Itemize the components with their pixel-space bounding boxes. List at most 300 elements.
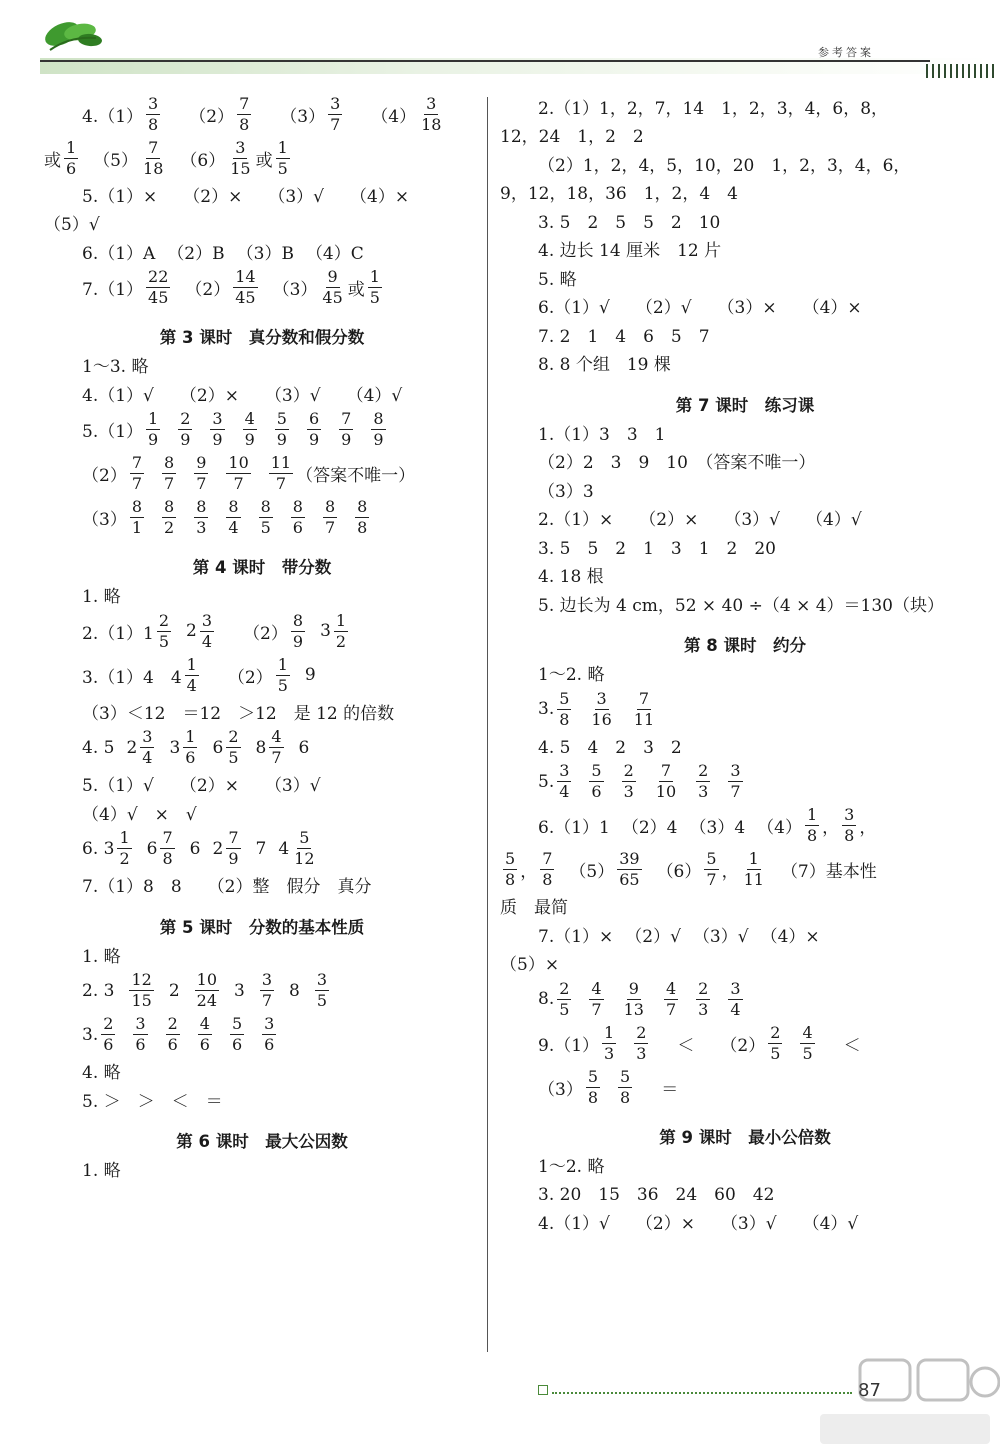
fraction-denominator: 5 [277,158,288,178]
answer-line [44,726,480,770]
fraction-numerator: 2 [698,761,709,780]
fraction-numerator: 3 [135,1014,146,1033]
fraction [200,610,214,651]
fraction [622,978,646,1019]
answer-text: （3）√ [268,186,324,207]
fraction-denominator: 6 [185,748,196,767]
fraction [198,1016,212,1053]
fraction [178,411,192,448]
answer-text: 1～2. 略 [538,1156,605,1177]
answer-text: ， [520,862,538,882]
answer-line [500,121,990,150]
fraction [800,1022,814,1063]
fraction-numerator: 7 [638,688,650,708]
fraction-numerator: 1 [185,727,196,746]
fraction-denominator: 13 [623,999,644,1019]
fraction-denominator: 7 [730,782,741,801]
fraction-numerator: 5 [276,409,287,428]
answer-text: （7）基本性 [780,862,877,882]
header-ticks [926,64,996,78]
answer-line [500,687,990,731]
fraction-numerator: 8 [260,497,271,516]
answer-text: 9，12，18，36 1，2，4 4 [500,184,738,205]
fraction-denominator: 4 [228,518,239,537]
answer-line [500,561,990,590]
fraction-numerator: 1 [604,1022,615,1042]
fraction [130,499,144,536]
answer-text: 1. 略 [82,1161,121,1182]
answer-text: （2）× [639,510,699,531]
fraction-denominator: 8 [542,870,553,889]
answer-text: 2.（1）1，2，7，14 1，2，3，4，6，8， [538,98,889,119]
fraction-denominator: 9 [292,631,304,651]
answer-text: 6 [298,737,310,758]
answer-text: （5） [93,150,139,171]
fraction [728,978,742,1019]
fraction-numerator: 1 [277,654,288,674]
fraction [146,93,160,134]
fraction-numerator: 11 [270,453,292,472]
fraction-denominator: 11 [633,709,655,729]
fraction-numerator: 7 [239,93,250,113]
fraction-numerator: 4 [802,1022,813,1042]
fraction-denominator: 2 [119,849,130,868]
answer-text: （4）√ [806,510,862,531]
answer-text: 4. 边长 14 厘米 12 片 [538,241,722,262]
fraction [194,499,208,536]
answer-line [44,1057,480,1086]
fraction-denominator: 8 [620,1087,631,1107]
fraction [589,763,603,800]
fraction-numerator: 1 [335,610,347,630]
fraction-numerator: 4 [199,1014,210,1033]
answer-text: 2.（1）× [538,510,614,531]
answer-text: 1～3. 略 [82,357,149,378]
section-heading: 第 8 课时 约分 [684,636,806,655]
fraction-denominator: 4 [186,675,197,695]
answer-text: （2）√ [625,926,681,947]
fraction-denominator: 7 [196,474,207,493]
answer-text: 2 [126,737,138,758]
answer-line [500,235,990,264]
right-column [500,92,990,1236]
fraction [166,1016,180,1053]
fraction [503,851,517,888]
answer-line [500,504,990,533]
fraction-numerator: 7 [131,453,143,472]
fraction [339,411,353,448]
fraction-numerator: 5 [559,688,570,708]
fraction-denominator: 6 [66,158,77,178]
answer-text: 5. 边长为 4 cm，52 × 40 ÷（4 × 4）＝130（块） [538,595,944,616]
answer-line [500,349,990,378]
fraction-denominator: 7 [591,999,602,1019]
fraction-denominator: 8 [844,826,855,845]
answer-line [44,408,480,452]
fraction-denominator: 4 [559,782,570,801]
answer-text: （5）× [500,955,560,976]
fraction [323,499,337,536]
answer-text: （4）× [802,298,862,319]
fraction-numerator: 8 [357,497,368,516]
answer-text: 6 [212,737,224,758]
fraction-denominator: 4 [201,631,213,651]
fraction-denominator: 8 [357,518,368,537]
fraction [654,763,678,800]
fraction [230,1016,244,1053]
answer-text: 1. 略 [82,587,121,608]
answer-text: （4） [371,106,417,127]
answer-text: 8. [538,989,555,1009]
header-tick [968,64,970,78]
fraction-denominator: 2 [335,631,347,651]
fraction-denominator: 9 [148,430,159,449]
answer-line [500,178,990,207]
fraction-numerator: 3 [596,688,607,708]
fraction-denominator: 3 [604,1043,615,1063]
fraction-denominator: 6 [135,1035,146,1054]
fraction [185,654,199,695]
fraction-denominator: 5 [316,991,328,1010]
answer-text: （5）√ [44,215,100,236]
fraction [291,499,305,536]
answer-text: 4 [278,838,290,859]
fraction-denominator: 6 [292,518,303,537]
answer-line [500,92,990,121]
fraction [101,1016,115,1053]
fraction-denominator: 15 [131,991,152,1010]
answer-text: 5. [538,771,555,792]
fraction [557,763,571,800]
fraction-denominator: 7 [706,870,717,889]
fraction-denominator: 8 [239,114,250,134]
answer-text: 或 [44,150,61,171]
fraction-denominator: 5 [559,999,570,1019]
fraction-numerator: 4 [244,409,255,428]
fraction [292,830,316,867]
answer-text: 或 [347,280,365,300]
fraction-numerator: 3 [426,93,437,113]
fraction-numerator: 9 [628,978,639,998]
fraction-denominator: 4 [730,999,741,1019]
answer-text: （3） [82,510,127,530]
answer-text: （2） [185,280,231,300]
fraction [842,807,856,844]
answer-text: 4. 18 根 [538,567,604,588]
answer-text: 6 [146,838,158,859]
answer-line [44,1085,480,1114]
fraction-denominator: 8 [559,709,570,729]
answer-text: 7.（1） [82,280,144,300]
fraction-denominator: 65 [619,870,640,889]
answer-line [44,798,480,827]
fraction-denominator: 5 [277,675,288,695]
fraction [275,411,289,448]
answer-text: 7.（1）8 8 [82,877,182,898]
answer-text: （3）√ [724,510,780,531]
answer-line [44,697,480,726]
answer-text: 6. 3 [82,838,115,859]
fraction-denominator: 6 [591,782,602,801]
fraction-denominator: 7 [665,999,677,1019]
fraction [728,763,742,800]
answer-text: （4）√ [346,385,403,406]
fraction-numerator: 5 [231,1014,243,1033]
fraction-numerator: 8 [292,497,303,516]
answer-text: 1～2. 略 [538,665,605,686]
fraction-numerator: 1 [186,654,197,674]
answer-line [44,237,480,266]
fraction [269,455,293,492]
fraction-numerator: 12 [131,970,152,989]
answer-text: （4）× [760,926,820,947]
answer-text: 6.（1）√ [538,298,610,319]
answer-text: 2 [212,838,224,859]
fraction-denominator: 8 [806,826,818,845]
answer-text: 2 [168,980,180,1001]
fraction-denominator: 4 [142,748,153,767]
fraction-denominator: 8 [505,870,516,889]
fraction [276,654,290,695]
fraction [129,972,153,1009]
answer-text: 7.（1）× [538,926,614,947]
answer-line [500,475,990,504]
answer-text: 9.（1） [538,1035,600,1056]
fraction-denominator: 5 [228,748,239,767]
answer-text: 6.（1）A [82,243,156,264]
answer-text: 4.（1）√ [538,1213,610,1234]
fraction-numerator: 7 [660,761,672,780]
answer-line [500,1021,990,1065]
fraction-numerator: 10 [228,453,249,472]
fraction-denominator: 6 [103,1035,114,1054]
answer-line [500,589,990,618]
answer-text: （3）√ [264,776,321,797]
answer-text: 12，24 1，2 2 [500,127,644,148]
fraction-numerator: 4 [665,978,677,998]
fraction-denominator: 18 [143,158,164,178]
fraction-numerator: 4 [591,978,602,998]
answer-text: 4. 5 4 2 3 2 [538,737,682,758]
answer-line [44,452,480,496]
answer-line [44,351,480,380]
answer-text: 5.（1）× [82,186,158,207]
header-tick [938,64,940,78]
fraction-numerator: 4 [271,727,282,746]
answer-text: 5.（1）√ [82,776,154,797]
answer-line [500,920,990,949]
answer-text: 5. ＞ ＞ ＜ ＝ [82,1091,223,1112]
fraction-denominator: 7 [233,474,244,493]
answer-line [44,609,480,653]
answer-text: （答案不唯一） [296,466,416,486]
answer-line [500,1065,990,1109]
fraction-numerator: 3 [559,761,570,780]
page-number: 87 [858,1380,881,1401]
fraction [540,851,554,888]
answer-text: ， [721,862,739,882]
answer-text: ＜ [843,1035,861,1056]
fraction [160,830,174,867]
answer-text: （3）√ [264,385,321,406]
fraction [589,978,603,1019]
fraction-denominator: 7 [271,748,282,767]
header-tick [926,64,928,78]
fraction-denominator: 9 [212,430,223,449]
fraction-denominator: 9 [373,430,384,449]
fraction-numerator: 8 [131,497,143,516]
fraction-numerator: 8 [196,497,207,516]
fraction-numerator: 1 [748,849,759,868]
answer-line [44,136,480,180]
answer-text: （6） [656,862,702,882]
answer-line [44,92,480,136]
fraction [226,729,240,766]
answer-text: ＝ [661,1079,679,1100]
fraction-denominator: 18 [421,114,442,134]
answer-line [500,848,990,892]
fraction [243,411,257,448]
answer-text: 3 [320,621,331,641]
answer-text: （2） [243,623,288,644]
answer-line [500,1150,990,1179]
header-tick [992,64,994,78]
fraction-denominator: 5 [158,631,170,651]
answer-text: （2） [720,1035,766,1056]
fraction-denominator: 5 [369,288,380,307]
fraction [226,830,240,867]
answer-text: （4）√ [802,1213,859,1234]
fraction [141,137,165,178]
fraction-numerator: 2 [158,610,170,630]
answer-line [500,418,990,447]
fraction-numerator: 3 [730,978,741,998]
fraction-numerator: 3 [142,727,153,746]
fraction-denominator: 3 [698,999,709,1019]
fraction [805,807,819,844]
fraction-denominator: 24 [196,991,217,1010]
answer-line [500,149,990,178]
answer-text: ， [859,818,877,838]
fraction-numerator: 2 [559,978,570,998]
fraction-numerator: 1 [277,137,288,157]
answer-line [500,760,990,804]
fraction-numerator: 5 [505,849,516,868]
fraction-numerator: 22 [148,267,169,286]
answer-text: 3. [82,1024,99,1045]
fraction-numerator: 3 [212,409,223,428]
answer-text: （3）4 [689,818,746,838]
fraction-denominator: 7 [330,114,341,134]
fraction-numerator: 5 [299,828,310,847]
answer-text: （2）B [167,243,225,264]
answer-text: （3）B [236,243,294,264]
fraction [768,1022,782,1063]
answer-text: （3） [272,280,318,300]
fraction-numerator: 9 [327,267,338,286]
fraction [194,455,208,492]
fraction [133,1016,147,1053]
fraction-denominator: 7 [275,474,287,493]
fraction [557,688,571,729]
fraction-numerator: 7 [148,137,159,157]
fraction [228,137,252,178]
answer-text: 2. 3 [82,980,115,1001]
fraction-denominator: 9 [276,430,287,449]
answer-line [500,206,990,235]
answer-line [44,1155,480,1184]
answer-line [500,532,990,561]
answer-text: 1. 略 [82,946,121,967]
fraction-denominator: 6 [199,1035,210,1054]
section-heading: 第 5 课时 分数的基本性质 [159,917,365,937]
section-heading: 第 7 课时 练习课 [675,395,815,415]
fraction [419,93,443,134]
fraction [696,978,710,1019]
fraction-numerator: 3 [316,970,328,989]
fraction-numerator: 2 [623,761,634,780]
answer-line [500,804,990,848]
fraction [602,1022,616,1063]
answer-text: 3. 5 2 5 5 2 10 [538,212,721,233]
answer-text: 1.（1）3 3 1 [538,424,666,445]
fraction-numerator: 8 [228,497,239,516]
header-tick [974,64,976,78]
fraction-denominator: 9 [244,430,255,449]
fraction [140,729,154,766]
fraction [328,93,342,134]
answer-text: 7 [255,838,267,859]
fraction [307,411,321,448]
fraction-denominator: 5 [802,1043,813,1063]
answer-text: 5.（1） [82,422,144,442]
fraction-denominator: 8 [148,114,159,134]
answer-text: （2）× [179,776,239,797]
fraction [195,972,219,1009]
fraction-numerator: 6 [308,409,320,428]
answer-text: （4）× [350,186,410,207]
fraction-denominator: 8 [162,849,173,868]
fraction-numerator: 2 [103,1014,114,1033]
answer-text: （2）2 3 9 10 （答案不唯一） [538,453,816,474]
answer-text: 3. 5 5 2 1 3 1 2 20 [538,538,776,559]
answer-line [44,581,480,610]
answer-text: （3）× [717,298,777,319]
answer-line [44,496,480,540]
fraction-denominator: 6 [231,1035,243,1054]
section-heading: 第 4 课时 带分数 [192,558,332,577]
fraction-numerator: 2 [770,1022,781,1042]
fraction-denominator: 7 [261,991,273,1010]
answer-text: （3）√ [692,926,749,947]
answer-text: 2 [186,621,197,641]
fraction-denominator: 9 [341,430,352,449]
fraction [664,978,678,1019]
fraction-numerator: 1 [119,828,130,847]
fraction-numerator: 8 [164,453,175,472]
section-heading: 第 3 课时 真分数和假分数 [159,328,365,347]
fraction [210,411,224,448]
fraction [704,851,718,888]
fraction [146,411,160,448]
fraction [291,610,305,651]
fraction [315,972,329,1009]
left-column [44,92,480,1183]
fraction [622,763,636,800]
answer-text: 4. 略 [82,1063,121,1084]
fraction-denominator: 10 [655,782,677,801]
fraction [371,411,385,448]
